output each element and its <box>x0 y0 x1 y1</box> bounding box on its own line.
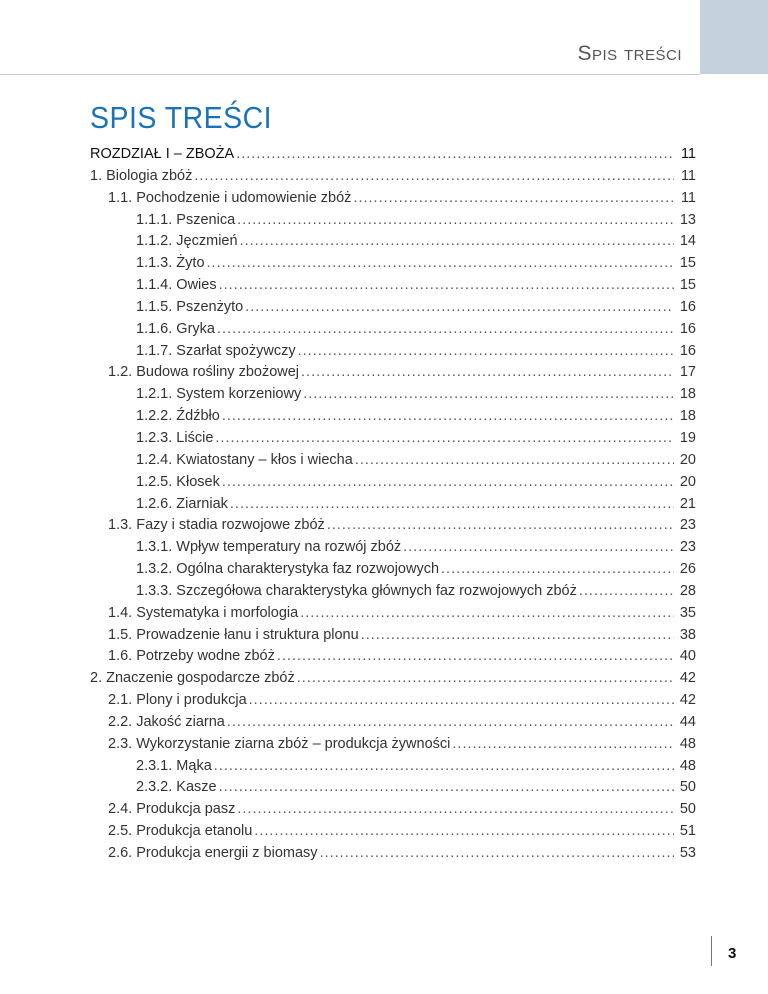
toc-entry-title: 1.1.7. Szarłat spożywczy <box>136 342 296 359</box>
toc-entry-title: 1.2. Budowa rośliny zbożowej <box>108 364 300 381</box>
toc-entry-page: 51 <box>679 823 696 840</box>
toc-entry-page: 20 <box>679 473 696 490</box>
toc-entry-title: 1.2.3. Liście <box>136 429 214 446</box>
toc-entry-title: 1.6. Potrzeby wodne zbóż <box>108 648 275 665</box>
toc-leader-dots <box>277 648 674 664</box>
toc-entry[interactable] <box>90 801 696 823</box>
toc-leader-dots <box>245 299 674 315</box>
toc-entry[interactable] <box>90 496 696 518</box>
toc-leader-dots <box>441 561 674 577</box>
page-number: 3 <box>728 945 737 962</box>
toc-entry[interactable] <box>90 517 696 539</box>
toc-entry[interactable] <box>90 714 696 736</box>
toc-entry-page: 48 <box>679 735 696 752</box>
toc-entry-page: 13 <box>679 211 696 228</box>
toc-leader-dots <box>327 517 674 533</box>
toc-leader-dots <box>300 605 674 621</box>
toc-entry-title: ROZDZIAŁ I – ZBOŻA <box>90 146 235 162</box>
toc-entry-page: 28 <box>679 582 696 599</box>
toc-entry-title: 1.1.4. Owies <box>136 277 217 294</box>
header-rule <box>0 74 700 75</box>
toc-leader-dots <box>301 364 674 380</box>
toc-entry-page: 16 <box>679 342 696 359</box>
toc-entry-page: 23 <box>679 539 696 556</box>
toc-entry-title: 1.2.2. Źdźbło <box>136 408 220 425</box>
toc-leader-dots <box>217 321 674 337</box>
table-of-contents <box>90 146 696 867</box>
toc-entry[interactable] <box>90 605 696 627</box>
toc-entry-page: 15 <box>679 255 696 272</box>
toc-entry-title: 1.5. Prowadzenie łanu i struktura plonu <box>108 626 359 643</box>
toc-entry-title: 2.5. Produkcja etanolu <box>108 823 253 840</box>
toc-entry[interactable] <box>90 364 696 386</box>
toc-leader-dots <box>249 692 674 708</box>
toc-entry[interactable] <box>90 168 696 190</box>
toc-entry[interactable] <box>90 736 696 758</box>
toc-entry-title: 2.2. Jakość ziarna <box>108 713 225 730</box>
toc-entry-title: 1.4. Systematyka i morfologia <box>108 604 299 621</box>
toc-entry-page: 50 <box>679 801 696 818</box>
toc-entry-title: 1.1.1. Pszenica <box>136 211 236 228</box>
toc-entry-page: 15 <box>679 277 696 294</box>
toc-entry[interactable] <box>90 386 696 408</box>
toc-leader-dots <box>194 168 674 184</box>
toc-leader-dots <box>403 539 674 555</box>
toc-entry-title: 1.3.2. Ogólna charakterystyka faz rozwojowych <box>136 561 440 578</box>
toc-entry-title: 1.2.1. System korzeniowy <box>136 386 302 403</box>
toc-entry[interactable] <box>90 430 696 452</box>
corner-tab <box>700 0 768 74</box>
toc-leader-dots <box>215 430 674 446</box>
toc-entry-title: 1.1.2. Jęczmień <box>136 233 238 250</box>
toc-leader-dots <box>237 801 674 817</box>
toc-leader-dots <box>579 583 674 599</box>
toc-leader-dots <box>355 452 674 468</box>
toc-entry[interactable] <box>90 474 696 496</box>
toc-entry-title: 1.2.6. Ziarniak <box>136 495 228 512</box>
toc-leader-dots <box>452 736 674 752</box>
toc-entry-page: 16 <box>679 320 696 337</box>
toc-entry-title: 1.3.1. Wpływ temperatury na rozwój zbóż <box>136 539 402 556</box>
toc-entry-title: 1.2.5. Kłosek <box>136 473 220 490</box>
toc-entry-title: 1.1. Pochodzenie i udomowienie zbóż <box>108 189 352 206</box>
toc-leader-dots <box>214 758 674 774</box>
toc-leader-dots <box>222 408 674 424</box>
toc-entry-page: 14 <box>679 233 696 250</box>
toc-leader-dots <box>303 386 674 402</box>
toc-entry[interactable] <box>90 670 696 692</box>
toc-leader-dots <box>207 255 674 271</box>
toc-entry-title: 2. Znaczenie gospodarcze zbóż <box>90 670 295 687</box>
toc-entry-title: 1.3.3. Szczegółowa charakterystyka głównych faz rozwojowych zbóż <box>136 582 577 599</box>
toc-entry-page: 23 <box>679 517 696 534</box>
toc-entry-page: 20 <box>679 451 696 468</box>
toc-leader-dots <box>353 190 674 206</box>
toc-entry[interactable] <box>90 190 696 212</box>
toc-entry-page: 26 <box>679 561 696 578</box>
toc-leader-dots <box>236 146 674 162</box>
toc-entry[interactable] <box>90 146 696 168</box>
toc-entry-title: 1.1.5. Pszenżyto <box>136 298 244 315</box>
toc-leader-dots <box>222 474 674 490</box>
toc-entry-page: 16 <box>679 298 696 315</box>
toc-leader-dots <box>240 233 674 249</box>
toc-entry-title: 1.1.6. Gryka <box>136 320 215 337</box>
toc-entry-page: 11 <box>680 167 696 184</box>
toc-entry[interactable] <box>90 233 696 255</box>
toc-entry-page: 42 <box>679 670 696 687</box>
toc-entry-title: 1.2.4. Kwiatostany – kłos i wiecha <box>136 451 353 468</box>
toc-leader-dots <box>227 714 674 730</box>
toc-entry-title: 1. Biologia zbóż <box>90 167 193 184</box>
page-title: SPIS TREŚCI <box>90 100 273 135</box>
toc-entry[interactable] <box>90 779 696 801</box>
toc-leader-dots <box>361 627 674 643</box>
toc-entry[interactable] <box>90 758 696 780</box>
toc-entry-page: 40 <box>679 648 696 665</box>
toc-entry[interactable] <box>90 561 696 583</box>
toc-entry-page: 18 <box>679 408 696 425</box>
toc-entry[interactable] <box>90 408 696 430</box>
toc-entry-title: 2.6. Produkcja energii z biomasy <box>108 845 318 861</box>
toc-entry[interactable] <box>90 299 696 321</box>
toc-leader-dots <box>297 670 674 686</box>
toc-entry[interactable] <box>90 343 696 365</box>
toc-entry[interactable] <box>90 648 696 670</box>
toc-leader-dots <box>219 779 674 795</box>
toc-entry[interactable] <box>90 321 696 343</box>
toc-entry-page: 21 <box>679 495 696 512</box>
toc-leader-dots <box>298 343 674 359</box>
toc-entry[interactable] <box>90 539 696 561</box>
toc-entry-page: 17 <box>679 364 696 381</box>
toc-leader-dots <box>230 496 674 512</box>
toc-entry[interactable] <box>90 277 696 299</box>
toc-entry[interactable] <box>90 627 696 649</box>
toc-entry[interactable] <box>90 845 696 867</box>
toc-entry-title: 2.3.2. Kasze <box>136 779 217 796</box>
toc-entry-page: 42 <box>679 692 696 709</box>
toc-leader-dots <box>237 212 674 228</box>
toc-entry-title: 2.4. Produkcja pasz <box>108 801 236 818</box>
toc-entry-title: 1.1.3. Żyto <box>136 255 205 272</box>
toc-entry[interactable] <box>90 823 696 845</box>
toc-entry-title: 2.1. Plony i produkcja <box>108 692 247 709</box>
toc-entry-page: 53 <box>679 845 696 861</box>
toc-entry-page: 18 <box>679 386 696 403</box>
toc-leader-dots <box>320 845 674 861</box>
toc-entry-page: 11 <box>680 189 696 206</box>
toc-entry-page: 35 <box>679 604 696 621</box>
toc-entry-page: 44 <box>679 713 696 730</box>
toc-entry-page: 38 <box>679 626 696 643</box>
toc-leader-dots <box>254 823 674 839</box>
footer-rule <box>711 936 712 966</box>
toc-entry-page: 19 <box>679 429 696 446</box>
toc-entry-page: 48 <box>679 757 696 774</box>
toc-leader-dots <box>219 277 674 293</box>
toc-entry[interactable] <box>90 212 696 234</box>
running-head: Spis treści <box>577 42 682 65</box>
toc-entry[interactable] <box>90 692 696 714</box>
toc-entry[interactable] <box>90 255 696 277</box>
toc-entry-title: 2.3. Wykorzystanie ziarna zbóż – produkcja żywności <box>108 735 451 752</box>
toc-entry-title: 2.3.1. Mąka <box>136 757 212 774</box>
toc-entry[interactable] <box>90 583 696 605</box>
toc-entry-page: 50 <box>679 779 696 796</box>
toc-entry[interactable] <box>90 452 696 474</box>
toc-entry-title: 1.3. Fazy i stadia rozwojowe zbóż <box>108 517 325 534</box>
toc-entry-page: 11 <box>680 146 696 162</box>
